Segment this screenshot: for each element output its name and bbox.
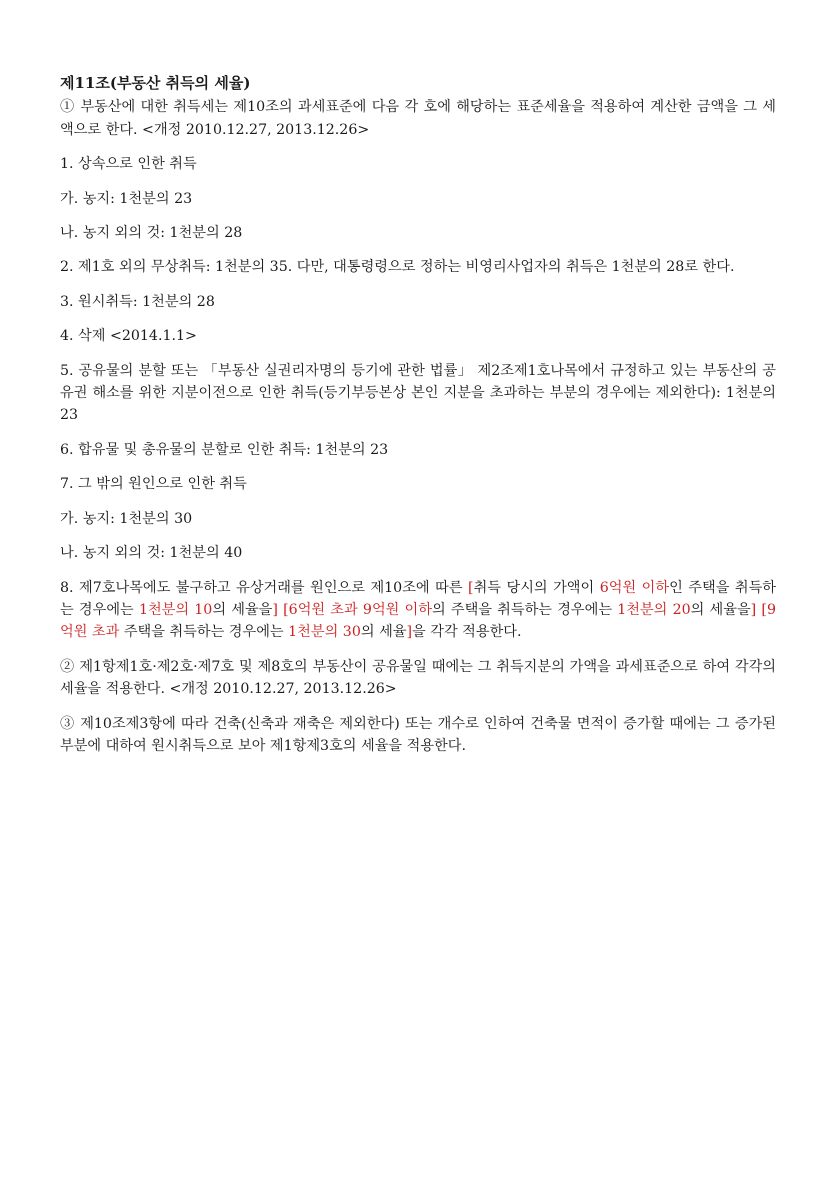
- item-2: 2. 제1호 외의 무상취득: 1천분의 35. 다만, 대통령령으로 정하는 비영리사업자의 취득은 1천분의 28로 한다.: [60, 259, 735, 276]
- bracket-open: [: [283, 601, 289, 618]
- item-7-b: 나. 농지 외의 것: 1천분의 40: [60, 545, 243, 562]
- item-3: 3. 원시취득: 1천분의 28: [60, 293, 215, 310]
- item-1: 1. 상속으로 인한 취득: [60, 156, 197, 173]
- item-5: 5. 공유물의 분할 또는 「부동산 실권리자명의 등기에 관한 법률」 제2조제1호나목에서 규정하고 있는 부동산의 공유권 해소를 위한 지분이전으로 인한 취득(등기부등본상 본인 지분을 초과하는 부분의 경우에는 제외한다): 1천분의 23: [60, 362, 776, 424]
- article-title: 제11조(부동산 취득의 세율): [60, 74, 251, 92]
- bracket-open: [: [761, 601, 767, 618]
- item-8: [60, 577, 776, 644]
- paragraph-3: ③ 제10조제3항에 따라 건축(신축과 재축은 제외한다) 또는 개수로 인하여 건축물 면적이 증가할 때에는 그 증가된 부분에 대하여 원시취득으로 보아 제1항제3호의 세율을 적용한다.: [60, 715, 776, 754]
- highlight-amount: 6억원 이하: [599, 579, 670, 596]
- item-8-text: 의 세율: [360, 624, 407, 641]
- bracket-close: ]: [272, 601, 278, 618]
- item-8-text: 인 주택을 취득하는 경우에는: [60, 579, 777, 618]
- highlight-rate: 1천분의 20: [617, 601, 691, 618]
- highlight-rate: 1천분의 10: [138, 601, 213, 618]
- item-7-a: 가. 농지: 1천분의 30: [60, 510, 193, 527]
- item-8-text: 8. 제7호나목에도 불구하고 유상거래를 원인으로 제10조에 따른: [60, 579, 469, 596]
- item-1-b: 나. 농지 외의 것: 1천분의 28: [60, 225, 243, 242]
- item-8-text: 의 세율을: [690, 601, 751, 618]
- highlight-rate: 1천분의 30: [288, 624, 361, 641]
- paragraph-2: ② 제1항제1호·제2호·제7호 및 제8호의 부동산이 공유물일 때에는 그 취득지분의 가액을 과세표준으로 하여 각각의 세율을 적용한다. <개정 2010.12.27, 2013.12.26>: [60, 658, 776, 698]
- highlight-amount: 9억원 초과: [60, 601, 776, 641]
- item-8-text: 취득 당시의 가액이: [473, 579, 600, 596]
- item-4: 4. 삭제 <2014.1.1>: [60, 328, 197, 345]
- paragraph-1: ① 부동산에 대한 취득세는 제10조의 과세표준에 다음 각 호에 해당하는 표준세율을 적용하여 계산한 금액을 그 세액으로 한다. <개정 2010.12.27, 2013.12.26>: [60, 99, 776, 138]
- item-8-text: 을 각각 적용한다.: [412, 624, 522, 641]
- item-7: 7. 그 밖의 원인으로 인한 취득: [60, 476, 247, 493]
- bracket-close: ]: [406, 624, 413, 641]
- item-8-text: 의 주택을 취득하는 경우에는: [431, 601, 618, 618]
- document-page: [60, 72, 776, 769]
- item-1-a: 가. 농지: 1천분의 23: [60, 190, 193, 207]
- item-6: 6. 합유물 및 총유물의 분할로 인한 취득: 1천분의 23: [60, 441, 389, 458]
- item-8-text: 주택을 취득하는 경우에는: [119, 624, 289, 641]
- bracket-open: [: [468, 579, 474, 596]
- highlight-amount: 6억원 초과 9억원 이하: [288, 601, 432, 618]
- bracket-close: ]: [750, 601, 757, 618]
- item-8-text: 의 세율을: [212, 601, 273, 618]
